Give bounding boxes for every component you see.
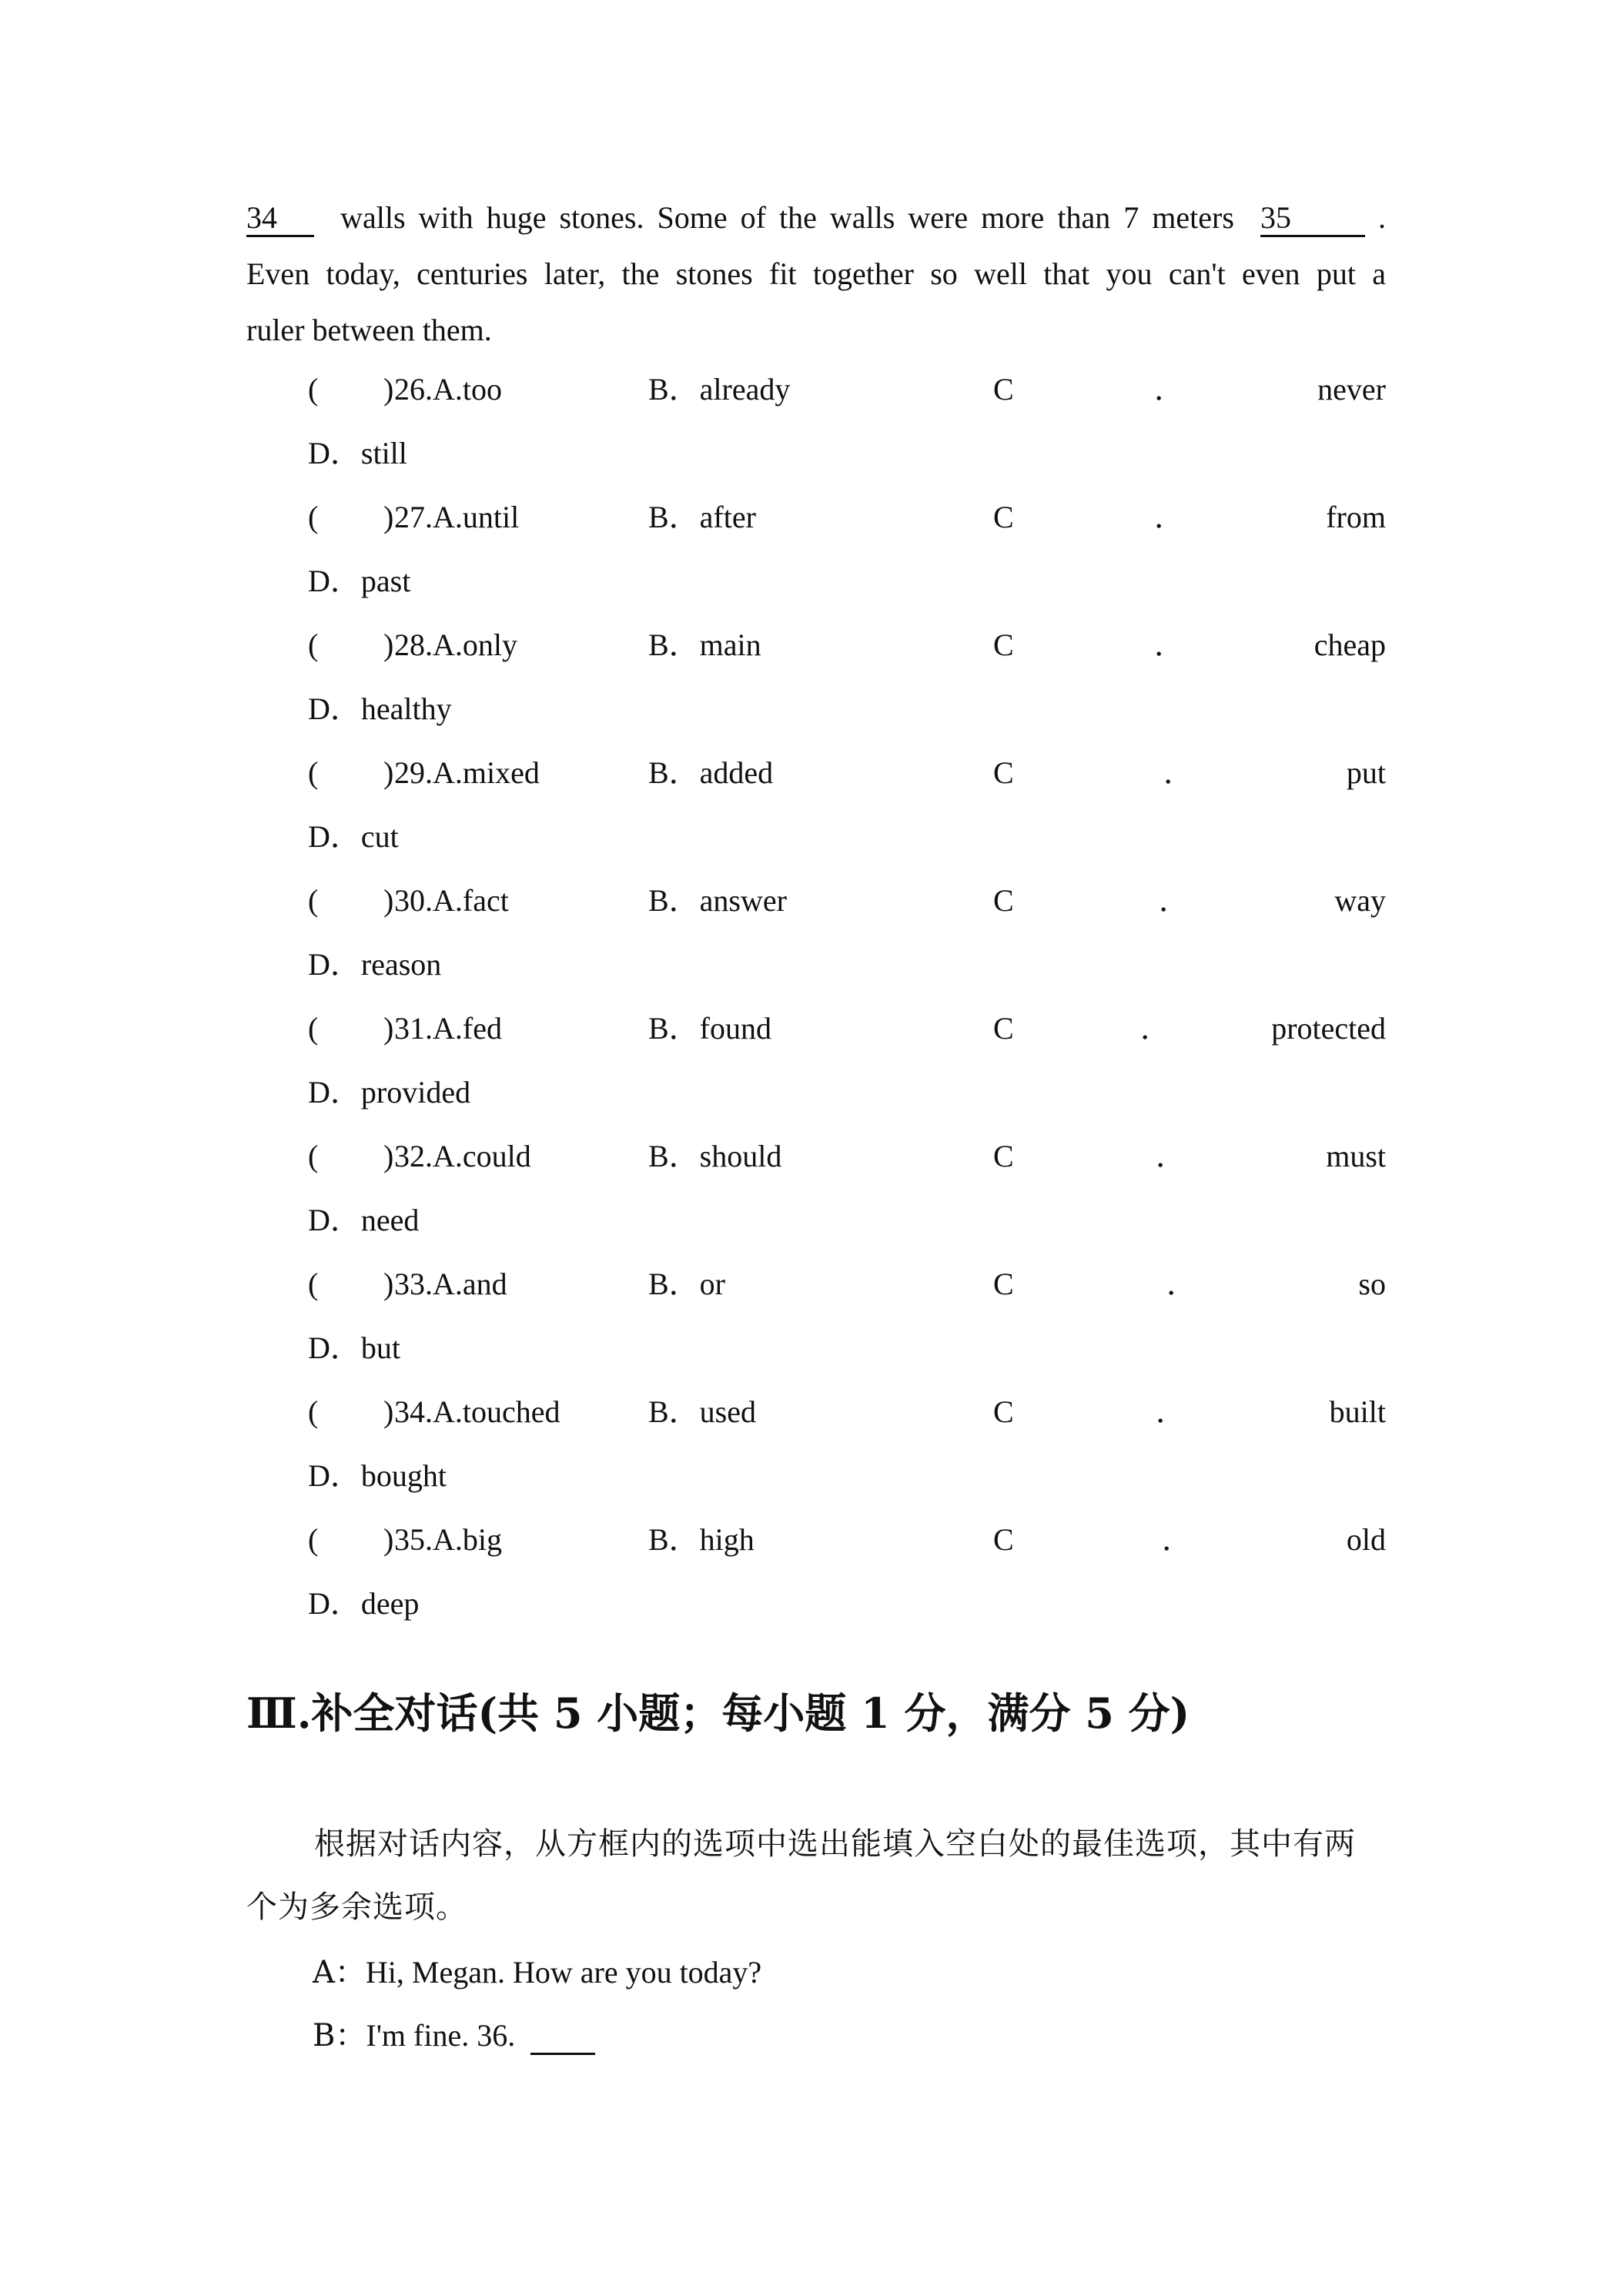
question-row bbox=[308, 366, 1386, 413]
passage-line-1-end: . bbox=[1378, 200, 1387, 235]
option-c-dot: ． bbox=[1163, 755, 1194, 790]
answer-paren-open: ( bbox=[308, 1267, 319, 1301]
option-b: B．should bbox=[648, 1139, 782, 1173]
passage-line-2: Even today, centuries later, the stones fit together so well that you can't even put a bbox=[246, 256, 1386, 291]
answer-paren-open: ( bbox=[308, 372, 319, 407]
option-b: B．or bbox=[648, 1267, 725, 1301]
passage-line-1-text: walls with huge stones. Some of the walls were more than 7 meters bbox=[340, 200, 1234, 235]
option-d: D．need bbox=[308, 1203, 420, 1237]
option-c-label: C bbox=[993, 883, 1014, 918]
option-c-dot: ． bbox=[1162, 1522, 1193, 1557]
answer-paren-open: ( bbox=[308, 1139, 319, 1173]
option-c-dot: ． bbox=[1159, 883, 1190, 918]
option-c-text: cheap bbox=[1313, 628, 1386, 662]
speaker-b: B： bbox=[313, 2018, 366, 2053]
instruction-line-2: 个为多余选项。 bbox=[246, 1889, 467, 1925]
option-d: D．cut bbox=[308, 819, 399, 854]
option-a: 35.A.big bbox=[394, 1522, 502, 1557]
option-c-text: old bbox=[1346, 1522, 1386, 1557]
option-c-text: put bbox=[1346, 755, 1386, 790]
speaker-a: A： bbox=[313, 1955, 366, 1990]
option-a: 33.A.and bbox=[394, 1267, 507, 1301]
answer-paren-open: ( bbox=[308, 1522, 319, 1557]
answer-paren-close: ) bbox=[383, 500, 394, 534]
answer-paren-close: ) bbox=[383, 755, 394, 790]
option-c-dot: ． bbox=[1140, 1011, 1171, 1046]
answer-paren-close: ) bbox=[383, 1522, 394, 1557]
answer-paren-close: ) bbox=[383, 1267, 394, 1301]
option-c-text: built bbox=[1329, 1394, 1386, 1429]
option-a: 27.A.until bbox=[394, 500, 520, 534]
instruction-line-1: 根据对话内容，从方框内的选项中选出能填入空白处的最佳选项，其中有两 bbox=[314, 1826, 1356, 1862]
option-c-label: C bbox=[993, 1011, 1014, 1046]
option-c-dot: ． bbox=[1156, 1394, 1186, 1429]
section-title: Ⅲ.补全对话(共 5 小题；每小题 1 分，满分 5 分) bbox=[246, 1689, 1190, 1738]
answer-paren-close: ) bbox=[383, 628, 394, 662]
option-c-dot: ． bbox=[1156, 1139, 1186, 1173]
option-d: D．still bbox=[308, 436, 407, 470]
option-d: D．reason bbox=[308, 947, 442, 982]
answer-paren-open: ( bbox=[308, 1394, 319, 1429]
option-d: D．healthy bbox=[308, 691, 452, 726]
option-a: 31.A.fed bbox=[394, 1011, 502, 1046]
option-b: B．main bbox=[648, 628, 761, 662]
option-c-label: C bbox=[993, 1522, 1014, 1557]
option-a: 28.A.only bbox=[394, 628, 517, 662]
option-c-dot: ． bbox=[1154, 372, 1185, 407]
dialogue-text-a: Hi, Megan. How are you today? bbox=[365, 1955, 762, 1990]
option-b: B．answer bbox=[648, 883, 787, 918]
answer-paren-close: ) bbox=[383, 1011, 394, 1046]
option-c-text: so bbox=[1358, 1267, 1386, 1301]
answer-paren-open: ( bbox=[308, 883, 319, 918]
question-row bbox=[308, 1006, 1386, 1052]
option-c-label: C bbox=[993, 372, 1014, 407]
option-c-label: C bbox=[993, 755, 1014, 790]
option-b: B．already bbox=[648, 372, 791, 407]
dialogue-text-b: I'm fine. 36. bbox=[366, 2018, 516, 2053]
option-a: 34.A.touched bbox=[394, 1394, 561, 1429]
question-row bbox=[308, 494, 1386, 541]
blank-36 bbox=[530, 2019, 595, 2055]
question-row bbox=[308, 1133, 1386, 1180]
option-d: D．deep bbox=[308, 1586, 420, 1621]
option-a: 32.A.could bbox=[394, 1139, 531, 1173]
answer-paren-close: ) bbox=[383, 1394, 394, 1429]
answer-paren-close: ) bbox=[383, 883, 394, 918]
question-row bbox=[308, 750, 1386, 796]
option-d: D．provided bbox=[308, 1075, 471, 1110]
option-b: B．added bbox=[648, 755, 774, 790]
option-c-label: C bbox=[993, 628, 1014, 662]
option-c-dot: ． bbox=[1166, 1267, 1197, 1301]
question-row bbox=[308, 1261, 1386, 1307]
dialogue-line-a bbox=[313, 1950, 761, 1996]
option-d: D．bought bbox=[308, 1458, 447, 1493]
option-c-label: C bbox=[993, 500, 1014, 534]
answer-paren-open: ( bbox=[308, 755, 319, 790]
option-d: D．but bbox=[308, 1330, 400, 1365]
option-c-text: way bbox=[1334, 883, 1386, 918]
passage-line-3: ruler between them. bbox=[246, 313, 492, 347]
option-c-text: protected bbox=[1271, 1011, 1386, 1046]
option-c-text: from bbox=[1326, 500, 1386, 534]
option-c-dot: ． bbox=[1154, 500, 1185, 534]
passage-line-1 bbox=[246, 189, 1386, 246]
option-b: B．high bbox=[648, 1522, 755, 1557]
option-c-label: C bbox=[993, 1139, 1014, 1173]
dialogue-line-b bbox=[313, 2013, 595, 2059]
option-a: 26.A.too bbox=[394, 372, 502, 407]
answer-paren-close: ) bbox=[383, 372, 394, 407]
option-c-label: C bbox=[993, 1267, 1014, 1301]
answer-paren-close: ) bbox=[383, 1139, 394, 1173]
option-d: D．past bbox=[308, 564, 411, 598]
option-c-text: never bbox=[1317, 372, 1386, 407]
blank-35: 35 bbox=[1260, 201, 1365, 237]
option-a: 30.A.fact bbox=[394, 883, 509, 918]
answer-paren-open: ( bbox=[308, 500, 319, 534]
blank-34: 34 bbox=[246, 201, 314, 237]
passage-paragraph bbox=[246, 189, 1386, 358]
question-row bbox=[308, 1389, 1386, 1435]
option-c-text: must bbox=[1326, 1139, 1386, 1173]
question-row bbox=[308, 1517, 1386, 1563]
question-row bbox=[308, 878, 1386, 924]
question-row bbox=[308, 622, 1386, 668]
option-b: B．used bbox=[648, 1394, 756, 1429]
option-b: B．found bbox=[648, 1011, 771, 1046]
option-a: 29.A.mixed bbox=[394, 755, 540, 790]
answer-paren-open: ( bbox=[308, 1011, 319, 1046]
section-instructions bbox=[246, 1812, 1386, 1939]
option-b: B．after bbox=[648, 500, 756, 534]
option-c-label: C bbox=[993, 1394, 1014, 1429]
answer-paren-open: ( bbox=[308, 628, 319, 662]
option-c-dot: ． bbox=[1154, 628, 1185, 662]
